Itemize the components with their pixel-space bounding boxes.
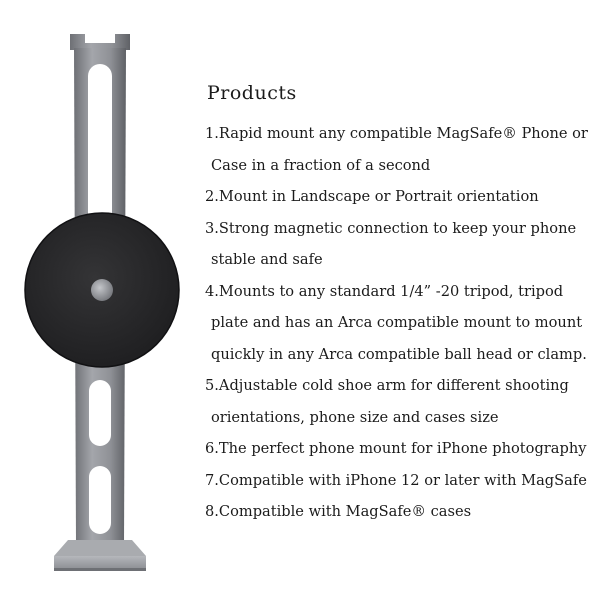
feature-text-continued: quickly in any Arca compatible ball head or clamp. <box>211 345 587 363</box>
feature-text: 1.Rapid mount any compatible MagSafe® Phone or <box>205 125 588 142</box>
feature-text-continued: stable and safe <box>211 251 323 268</box>
arm-slot <box>89 380 111 446</box>
magsafe-disc <box>25 213 179 367</box>
cold-shoe-top <box>70 34 130 50</box>
feature-item <box>205 370 595 433</box>
feature-text: 4.Mounts to any standard 1/4” -20 tripod, tripod <box>205 282 564 300</box>
product-photo <box>0 0 200 600</box>
center-knob-icon <box>91 279 113 301</box>
feature-text-continued: Case in a fraction of a second <box>211 156 431 174</box>
feature-text: 2.Mount in Landscape or Portrait orientation <box>205 188 539 205</box>
feature-item <box>205 496 595 528</box>
feature-text: 8.Compatible with MagSafe® cases <box>205 503 472 520</box>
products-heading: Products <box>207 82 297 104</box>
feature-item <box>205 118 595 181</box>
feature-item <box>205 213 595 276</box>
feature-text-continued: orientations, phone size and cases size <box>211 408 499 426</box>
feature-text: 3.Strong magnetic connection to keep your phone <box>205 219 577 237</box>
feature-text-continued: plate and has an Arca compatible mount to mount <box>211 314 583 331</box>
feature-text: 5.Adjustable cold shoe arm for different shooting <box>205 377 569 394</box>
arm-slot <box>89 466 111 534</box>
feature-item <box>205 181 595 213</box>
feature-item <box>205 276 595 371</box>
product-info-panel <box>205 82 595 528</box>
phone-mount-illustration <box>0 0 200 600</box>
arca-base-plate <box>54 540 146 571</box>
feature-text: 7.Compatible with iPhone 12 or later with MagSafe <box>205 471 587 489</box>
feature-text: 6.The perfect phone mount for iPhone photography <box>205 440 587 457</box>
feature-item <box>205 465 595 497</box>
feature-list <box>205 118 595 528</box>
feature-item <box>205 433 595 465</box>
